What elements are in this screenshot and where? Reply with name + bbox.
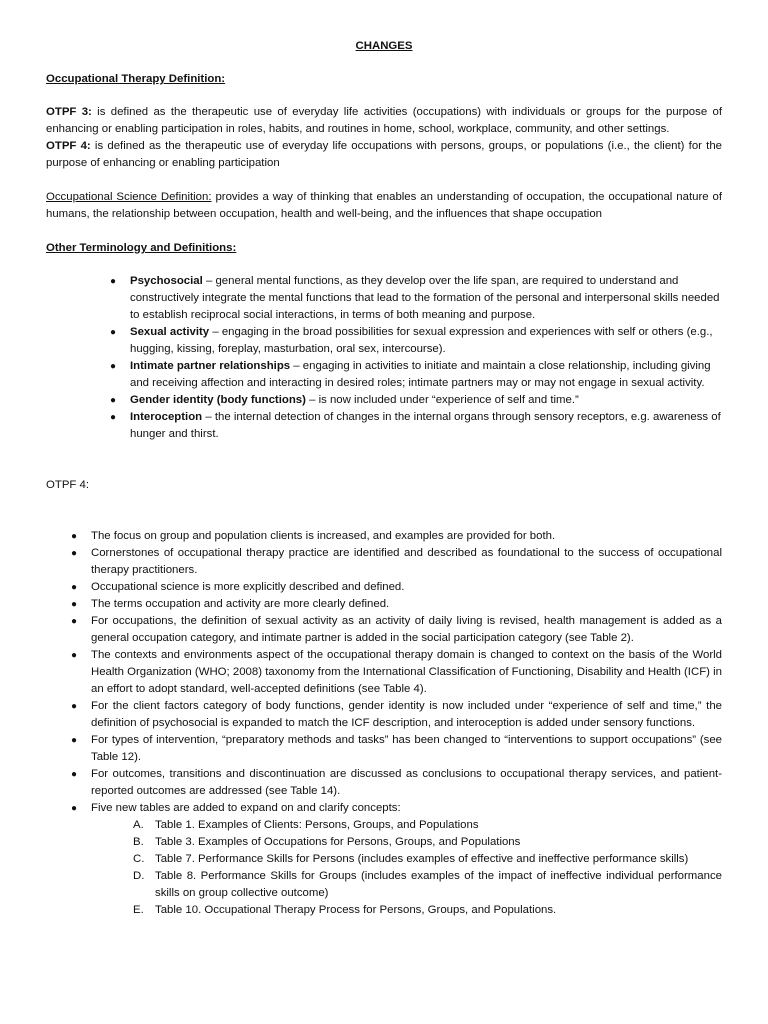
list-item [71, 766, 722, 800]
list-item [110, 358, 722, 392]
term-definition: – the internal detection of changes in the internal organs through sensory receptors, e.g. awareness of hunger and thirst. [130, 411, 721, 440]
list-item [71, 800, 722, 919]
list-marker: A. [133, 819, 144, 831]
otpf4-label: OTPF 4: [46, 140, 91, 152]
otpf4-definition [46, 138, 722, 172]
term-definition: – is now included under “experience of self and time.” [305, 394, 579, 406]
bullet-icon: ● [71, 531, 78, 542]
ot-definition-heading: Occupational Therapy Definition: [46, 73, 226, 85]
list-item [71, 596, 722, 613]
term-definition: – general mental functions, as they develop over the life span, are required to understand and constructively integrate the mental functions that lead to the formation of the personal and interpersonal skills needed to establish reciprocal social interactions, in terms of both meaning and purpose. [130, 275, 720, 321]
bullet-icon: ● [71, 735, 78, 746]
list-item [133, 817, 722, 834]
os-definition-label: Occupational Science Definition: [46, 191, 212, 203]
terms-list [46, 273, 722, 443]
bullet-icon: ● [71, 599, 78, 610]
bullet-icon: ● [71, 582, 78, 593]
list-marker: E. [133, 904, 144, 916]
term-name: Sexual activity [130, 326, 210, 338]
bullet-icon: ● [71, 701, 78, 712]
list-item [133, 868, 722, 902]
list-item [71, 732, 722, 766]
term-definition: – engaging in activities to initiate and maintain a close relationship, including giving and receiving affection and interacting in desired roles; intimate partners may or may not engage in sexual activity. [130, 360, 711, 389]
change-text: For types of intervention, “preparatory methods and tasks” has been changed to “interventions to support occupations” (see Table 12). [91, 734, 722, 763]
list-item [110, 409, 722, 443]
bullet-icon: ● [71, 548, 78, 559]
otpf4-text: is defined as the therapeutic use of everyday life occupations with persons, groups, or populations (i.e., the client) for the purpose of enhancing or enabling participation [46, 140, 722, 169]
term-name: Psychosocial [130, 275, 203, 287]
change-text: The terms occupation and activity are more clearly defined. [91, 598, 390, 610]
term-name: Intimate partner relationships [130, 360, 291, 372]
bullet-icon: ● [71, 616, 78, 627]
change-text: For the client factors category of body functions, gender identity is now included under “experience of self and time,” the definition of psychosocial is expanded to match the ICF description, and interoception is added under sensory functions. [91, 700, 722, 729]
bullet-icon: ● [110, 412, 117, 423]
os-definition-text: provides a way of thinking that enables an understanding of occupation, the occupational nature of humans, the relationship between occupation, health and well-being, and the influences that shape occupation [46, 191, 722, 220]
list-marker: D. [133, 870, 145, 882]
list-item [71, 579, 722, 596]
page-title: CHANGES [355, 40, 413, 52]
list-item [71, 698, 722, 732]
list-item [133, 851, 722, 868]
list-item [71, 545, 722, 579]
bullet-icon: ● [110, 361, 117, 372]
table-entry: Table 3. Examples of Occupations for Persons, Groups, and Populations [155, 836, 521, 848]
term-name: Gender identity (body functions) [130, 394, 306, 406]
other-terms-heading: Other Terminology and Definitions: [46, 242, 237, 254]
list-marker: B. [133, 836, 144, 848]
table-entry: Table 8. Performance Skills for Groups (includes examples of the impact of ineffective individual performance skills on group collective outcome) [155, 870, 722, 899]
bullet-icon: ● [71, 769, 78, 780]
change-text: The focus on group and population clients is increased, and examples are provided for both. [91, 530, 556, 542]
table-entry: Table 7. Performance Skills for Persons (includes examples of effective and ineffective performance skills) [155, 853, 689, 865]
list-item [133, 902, 722, 919]
new-tables-list [91, 817, 722, 919]
change-text: Five new tables are added to expand on and clarify concepts: [91, 802, 401, 814]
term-name: Interoception [130, 411, 203, 423]
list-item [110, 392, 722, 409]
list-item [110, 273, 722, 324]
list-marker: C. [133, 853, 145, 865]
otpf4-heading: OTPF 4: [46, 479, 90, 491]
list-item [110, 324, 722, 358]
term-definition: – engaging in the broad possibilities for sexual expression and experiences with self or others (e.g., hugging, kissing, foreplay, masturbation, oral sex, intercourse). [130, 326, 713, 355]
change-text: The contexts and environments aspect of the occupational therapy domain is changed to context on the basis of the World Health Organization (WHO; 2008) taxonomy from the International Classification of Functioning, Disability and Health (ICF) in an effort to adopt standard, well-accepted definitions (see Table 4). [91, 649, 722, 695]
bullet-icon: ● [110, 395, 117, 406]
bullet-icon: ● [71, 803, 78, 814]
list-item [71, 528, 722, 545]
change-text: Cornerstones of occupational therapy practice are identified and described as foundational to the success of occupational therapy practitioners. [91, 547, 722, 576]
os-definition [46, 189, 722, 223]
list-item [133, 834, 722, 851]
list-item [71, 613, 722, 647]
change-text: Occupational science is more explicitly described and defined. [91, 581, 405, 593]
otpf3-label: OTPF 3: [46, 106, 92, 118]
table-entry: Table 1. Examples of Clients: Persons, Groups, and Populations [155, 819, 479, 831]
list-item [71, 647, 722, 698]
bullet-icon: ● [110, 327, 117, 338]
otpf3-definition [46, 104, 722, 138]
change-text: For occupations, the definition of sexual activity as an activity of daily living is revised, health management is added as a general occupation category, and intimate partner is added in the social participation category (see Table 2). [91, 615, 722, 644]
bullet-icon: ● [110, 276, 117, 287]
change-text: For outcomes, transitions and discontinuation are discussed as conclusions to occupational therapy services, and patient-reported outcomes are addressed (see Table 14). [91, 768, 722, 797]
otpf3-text: is defined as the therapeutic use of everyday life activities (occupations) with individuals or groups for the purpose of enhancing or enabling participation in roles, habits, and routines in home, school, workplace, community, and other settings. [46, 106, 722, 135]
bullet-icon: ● [71, 650, 78, 661]
table-entry: Table 10. Occupational Therapy Process for Persons, Groups, and Populations. [155, 904, 557, 916]
otpf4-changes-list [46, 528, 722, 919]
